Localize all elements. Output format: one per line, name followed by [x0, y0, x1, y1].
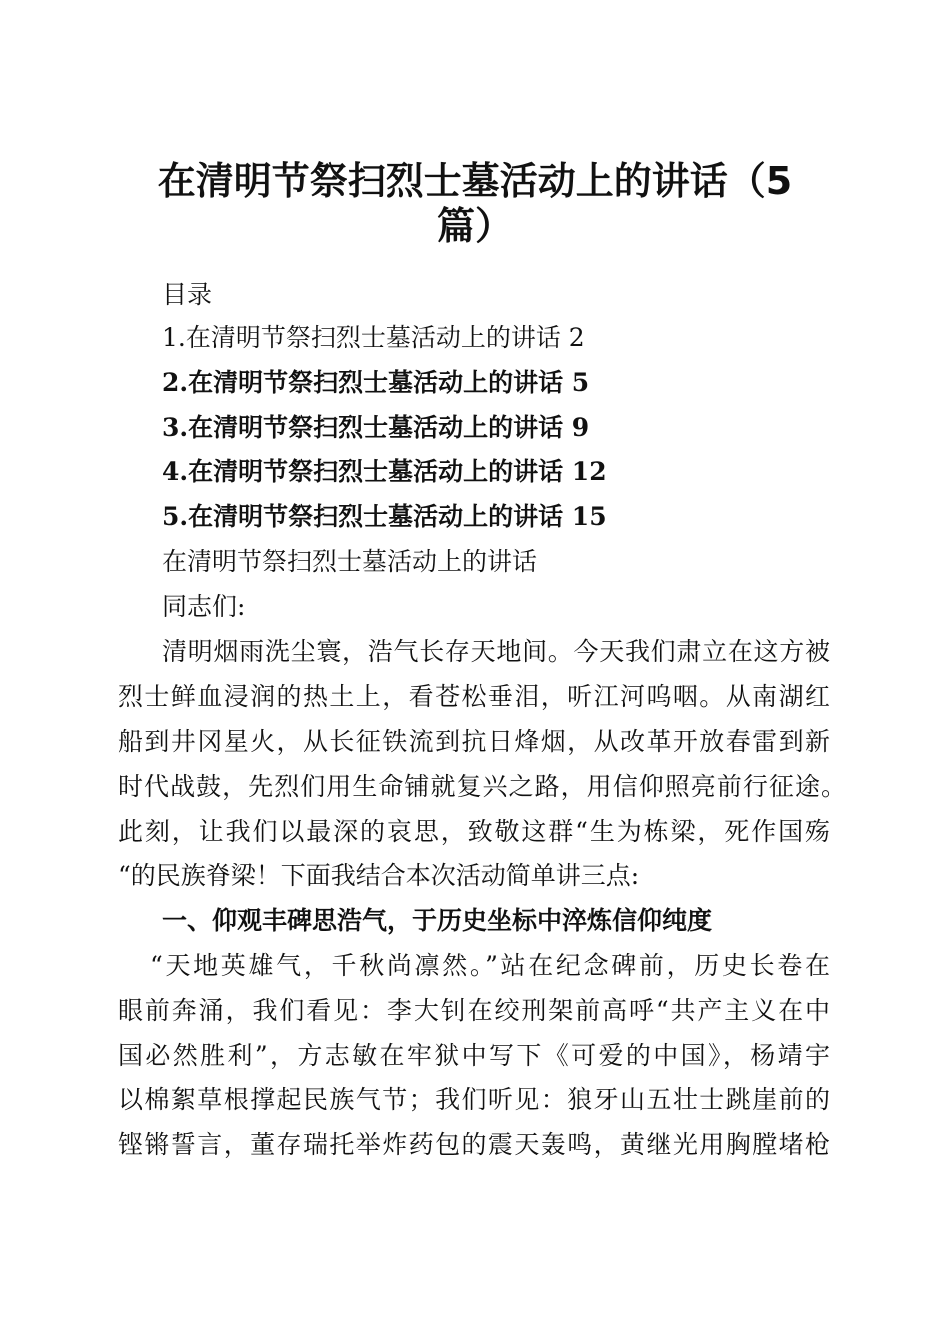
paragraph-line: 清明烟雨洗尘寰，浩气长存天地间。今天我们肃立在这方被 — [162, 637, 830, 666]
paragraph-line: 时代战鼓，先烈们用生命铺就复兴之路，用信仰照亮前行征途。 — [118, 772, 846, 801]
toc-item[interactable]: 3.在清明节祭扫烈士墓活动上的讲话 9 — [162, 413, 590, 442]
section-title: 在清明节祭扫烈士墓活动上的讲话 — [162, 547, 538, 576]
paragraph-line: “天地英雄气，千秋尚凛然。”站在纪念碑前，历史长卷在 — [150, 951, 830, 980]
paragraph-line: 船到井冈星火，从长征铁流到抗日烽烟，从改革开放春雷到新 — [118, 727, 830, 756]
greeting: 同志们: — [162, 592, 246, 621]
toc-item[interactable]: 4.在清明节祭扫烈士墓活动上的讲话 12 — [162, 457, 607, 486]
section-heading: 一、仰观丰碑思浩气，于历史坐标中淬炼信仰纯度 — [162, 906, 713, 935]
toc-item[interactable]: 5.在清明节祭扫烈士墓活动上的讲话 15 — [162, 502, 607, 531]
paragraph-line: 国必然胜利”，方志敏在牢狱中写下《可爱的中国》，杨靖宇 — [118, 1041, 830, 1070]
toc-item[interactable]: 2.在清明节祭扫烈士墓活动上的讲话 5 — [162, 368, 590, 397]
document-title-line2: 篇） — [436, 204, 513, 248]
paragraph-line: 此刻，让我们以最深的哀思，致敬这群“生为栋梁，死作国殇 — [118, 817, 830, 846]
toc-item[interactable]: 1.在清明节祭扫烈士墓活动上的讲话 2 — [162, 323, 585, 352]
toc-label: 目录 — [162, 280, 213, 309]
paragraph-line: 铿锵誓言，董存瑞托举炸药包的震天轰鸣，黄继光用胸膛堵枪 — [118, 1130, 830, 1159]
paragraph-line: 烈士鲜血浸润的热土上，看苍松垂泪，听江河呜咽。从南湖红 — [118, 682, 830, 711]
paragraph-line: 眼前奔涌，我们看见：李大钊在绞刑架前高呼“共产主义在中 — [118, 996, 830, 1025]
paragraph-line: 以棉絮草根撑起民族气节；我们听见：狼牙山五壮士跳崖前的 — [118, 1085, 830, 1114]
document-title-line1: 在清明节祭扫烈士墓活动上的讲话（5 — [157, 159, 793, 203]
paragraph-line: “的民族脊梁！下面我结合本次活动简单讲三点: — [118, 861, 640, 890]
